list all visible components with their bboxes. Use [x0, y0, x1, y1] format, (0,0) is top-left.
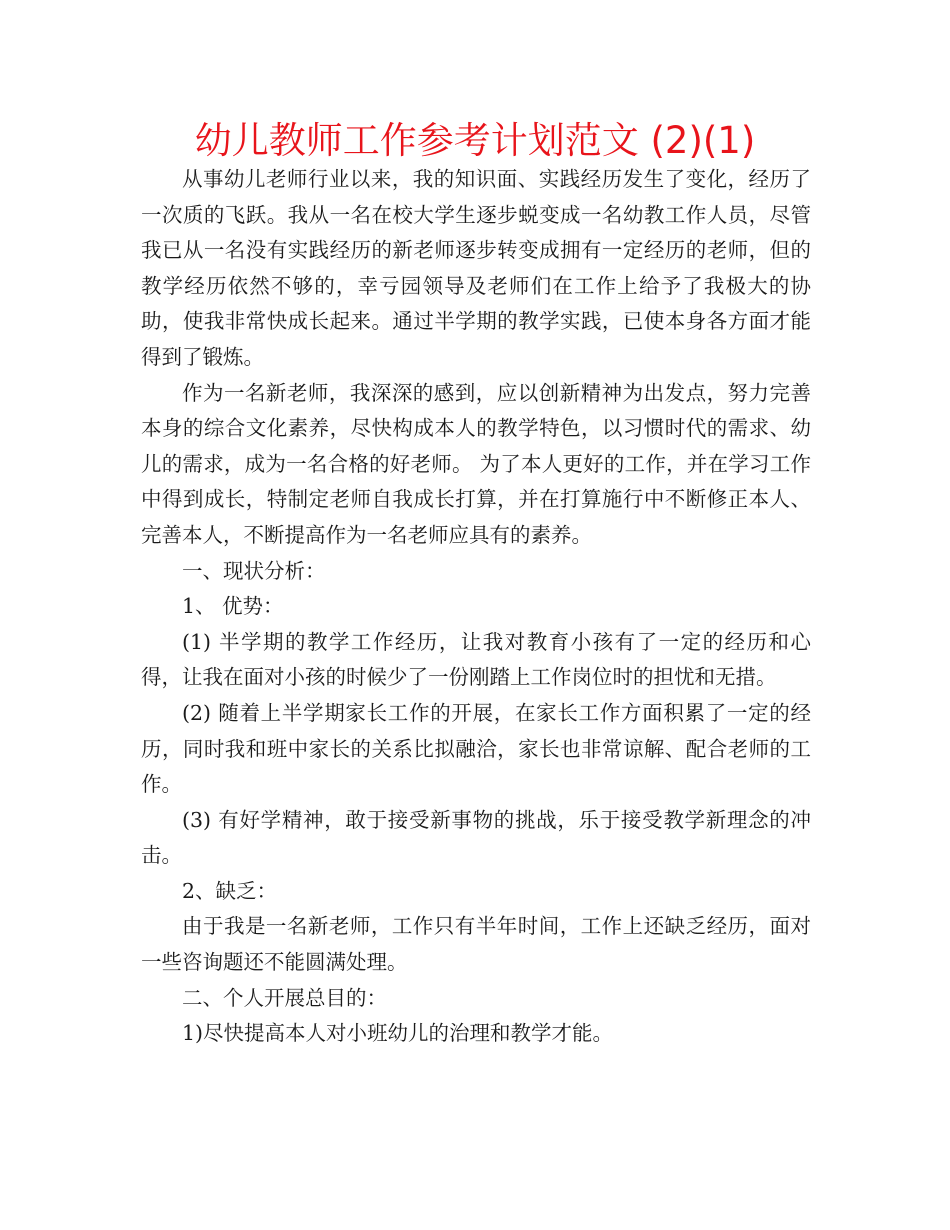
heading-strengths: 1、 优势： — [182, 594, 284, 619]
strength-item-2: (2) 随着上半学期家长工作的开展，在家长工作方面积累了一定的经历，同时我和班中家长的关系比拟融洽，家长也非常谅解、配合老师的工作。 — [141, 700, 811, 797]
heading-overall-goal: 二、个人开展总目的： — [182, 985, 387, 1010]
goal-item-1: 1)尽快提高本人对小班幼儿的治理和教学才能。 — [182, 1021, 614, 1046]
document-title: 幼儿教师工作参考计划范文 (2)(1) — [194, 119, 756, 162]
paragraph-goal: 作为一名新老师，我深深的感到，应以创新精神为出发点，努力完善本身的综合文化素养，尽快构成本人的教学特色，以习惯时代的需求、幼儿的需求，成为一名合格的好老师。 为了本人更好的工作，并在学习工作中得到成长，特制定老师自我成长打算，并在打算施行中不断修正本人、完善本人，不断提高作为一名老师应具有的素养。 — [141, 380, 811, 547]
heading-status-analysis: 一、现状分析： — [182, 558, 326, 583]
strength-item-3: (3) 有好学精神，敢于接受新事物的挑战，乐于接受教学新理念的冲击。 — [141, 807, 811, 868]
paragraph-intro: 从事幼儿老师行业以来，我的知识面、实践经历发生了变化，经历了一次质的飞跃。我从一名在校大学生逐步蜕变成一名幼教工作人员，尽管我已从一名没有实践经历的新老师逐步转变成拥有一定经历的老师，但的教学经历依然不够的，幸亏园领导及老师们在工作上给予了我极大的协助，使我非常快成长起来。通过半学期的教学实践，已使本身各方面才能得到了锻炼。 — [141, 167, 811, 369]
heading-weaknesses: 2、缺乏： — [182, 878, 278, 903]
strength-item-1: (1) 半学期的教学工作经历，让我对教育小孩有了一定的经历和心得，让我在面对小孩的时候少了一份刚踏上工作岗位时的担忧和无措。 — [141, 629, 811, 690]
weakness-item: 由于我是一名新老师，工作只有半年时间，工作上还缺乏经历，面对一些咨询题还不能圆满处理。 — [141, 914, 811, 975]
document-body — [141, 162, 811, 1052]
